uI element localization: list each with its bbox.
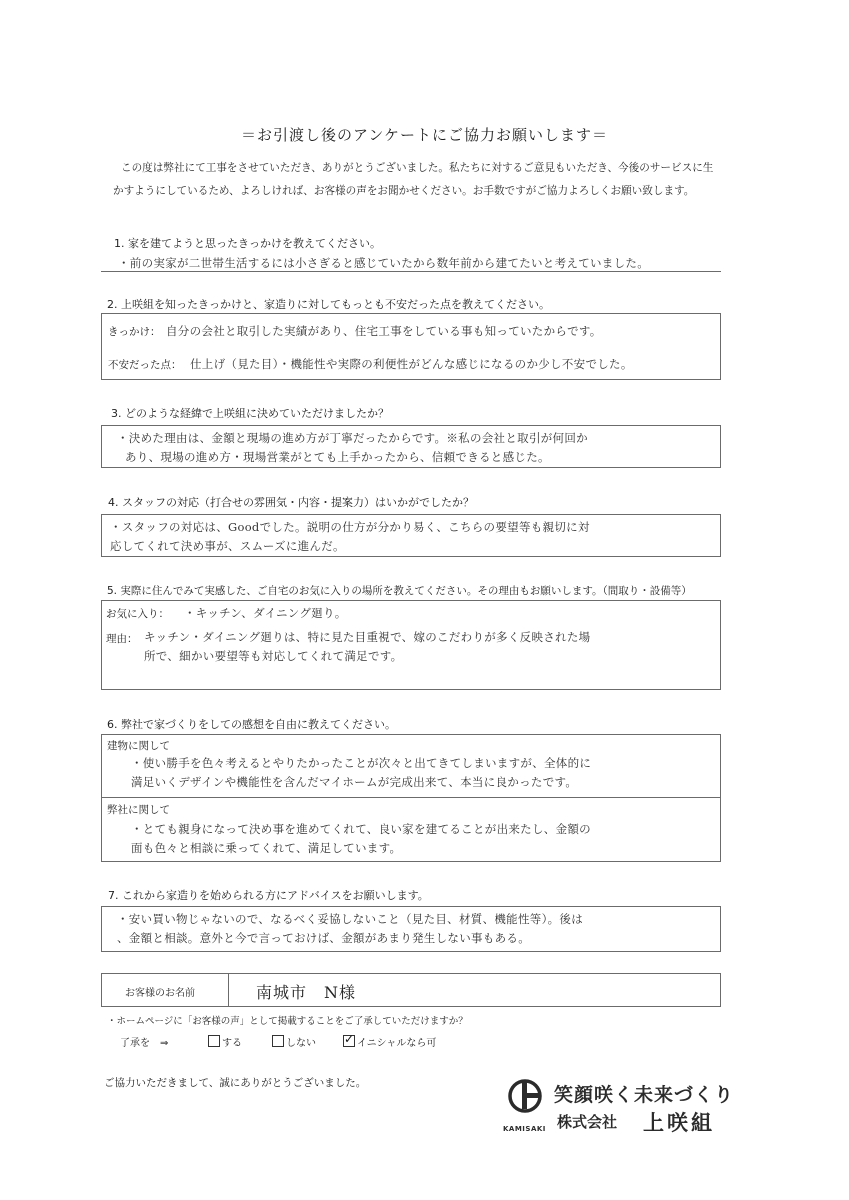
answer-3-line-1: ・決めた理由は、金額と現場の進め方が丁寧だったからです。※私の会社と取引が何回か xyxy=(117,431,588,445)
answer-3-line-2: あり、現場の進め方・現場営業がとても上手かったから、信頼できると感じた。 xyxy=(125,450,550,464)
customer-name-separator xyxy=(228,973,229,1007)
company-logo-mark xyxy=(505,1078,551,1124)
logo-company-name: 上咲組 xyxy=(643,1111,715,1135)
consent-option-initials[interactable] xyxy=(343,1034,436,1049)
answer-6-label-company: 弊社に関して xyxy=(107,804,170,816)
answer-2-concern: 仕上げ（見た目）・機能性や実際の利便性がどんな感じになるのか少し不安でした。 xyxy=(190,357,633,371)
answer-5-reason-line-2: 所で、細かい要望等も対応してくれて満足です。 xyxy=(144,649,403,663)
answer-6-divider xyxy=(101,797,721,798)
answer-6-label-building: 建物に関して xyxy=(107,740,170,752)
question-2: 2. 上咲組を知ったきっかけと、家造りに対してもっとも不安だった点を教えてください。 xyxy=(107,298,550,311)
consent-prompt: 了承を ⇒ xyxy=(120,1038,169,1049)
question-6: 6. 弊社で家づくりをしての感想を自由に教えてください。 xyxy=(107,718,396,731)
intro-text xyxy=(113,157,733,203)
logo-company-type: 株式会社 xyxy=(557,1113,618,1131)
answer-2-label-trigger: きっかけ： xyxy=(108,326,161,338)
consent-checkbox-decline[interactable] xyxy=(272,1035,284,1047)
consent-option-decline[interactable] xyxy=(272,1034,316,1049)
question-1: 1. 家を建てようと思ったきっかけを教えてください。 xyxy=(114,237,381,250)
answer-2-label-concern: 不安だった点： xyxy=(108,359,182,371)
customer-name-value: 南城市 N様 xyxy=(256,983,357,1002)
consent-question: ・ホームページに「お客様の声」として掲載することをご了承していただけますか？ xyxy=(107,1016,468,1027)
answer-6-building-line-1: ・使い勝手を色々考えるとやりたかったことが次々と出てきてしまいますが、全体的に xyxy=(131,756,592,770)
answer-5-favorite: ・キッチン、ダイニング廻り。 xyxy=(184,606,347,620)
answer-4-line-1: ・スタッフの対応は、Goodでした。説明の仕方が分かり易く、こちらの要望等も親切に対 xyxy=(110,520,590,534)
logo-english-name: KAMISAKI xyxy=(503,1125,546,1133)
question-5: 5. 実際に住んでみて実感した、ご自宅のお気に入りの場所を教えてください。その理由もお願いします。（間取り・設備等） xyxy=(107,585,692,597)
answer-7-line-1: ・安い買い物じゃないので、なるべく妥協しないこと（見た目、材質、機能性等）。後は xyxy=(117,912,584,926)
consent-checkbox-agree[interactable] xyxy=(208,1035,220,1047)
answer-6-company-line-1: ・とても親身になって決め事を進めてくれて、良い家を建てることが出来たし、金額の xyxy=(131,822,591,836)
answer-6-building-line-2: 満足いくデザインや機能性を含んだマイホームが完成出来て、本当に良かったです。 xyxy=(131,775,578,789)
consent-option-decline-label: しない xyxy=(286,1038,316,1049)
customer-name-label: お客様のお名前 xyxy=(125,988,195,999)
page-title: ＝お引渡し後のアンケートにご協力お願いします＝ xyxy=(240,126,609,144)
question-7: 7. これから家造りを始められる方にアドバイスをお願いします。 xyxy=(108,889,429,902)
intro-line-2: かすようにしているため、よろしければ、お客様の声をお聞かせください。お手数ですがご協力よろしくお願い致します。 xyxy=(113,185,695,197)
answer-1-underline xyxy=(101,271,721,272)
answer-5-label-reason: 理由： xyxy=(106,633,138,645)
kamisaki-logo-icon xyxy=(505,1078,551,1124)
logo-slogan: 笑顔咲く未来づくり xyxy=(554,1084,735,1106)
question-4: 4. スタッフの対応（打合せの雰囲気・内容・提案力）はいかがでしたか？ xyxy=(108,496,474,509)
answer-4-line-2: 応してくれて決め事が、スムーズに進んだ。 xyxy=(110,539,345,553)
consent-option-initials-label: イニシャルなら可 xyxy=(357,1038,437,1049)
answer-7-line-2: 、金額と相談。意外と今で言っておけば、金額があまり発生しない事もある。 xyxy=(117,931,530,945)
answer-5-reason-line-1: キッチン・ダイニング廻りは、特に見た目重視で、嫁のこだわりが多く反映された場 xyxy=(144,630,591,644)
answer-1: ・前の実家が二世帯生活するには小さぎると感じていたから数年前から建てたいと考えていました。 xyxy=(118,256,649,270)
answer-2-trigger: 自分の会社と取引した実績があり、住宅工事をしている事も知っていたからです。 xyxy=(166,324,602,338)
answer-5-label-favorite: お気に入り： xyxy=(106,608,169,620)
answer-6-company-line-2: 面も色々と相談に乗ってくれて、満足しています。 xyxy=(131,841,402,855)
consent-option-agree[interactable] xyxy=(208,1034,242,1049)
consent-checkbox-initials[interactable] xyxy=(343,1035,355,1047)
question-3: 3. どのような経緯で上咲組に決めていただけましたか？ xyxy=(111,407,389,420)
consent-option-agree-label: する xyxy=(222,1038,242,1049)
intro-line-1: この度は弊社にて工事をさせていただき、ありがとうございました。私たちに対するご意見もいただき、今後のサービスに生 xyxy=(121,162,714,174)
thanks-text: ご協力いただきまして、誠にありがとうございました。 xyxy=(104,1077,367,1089)
